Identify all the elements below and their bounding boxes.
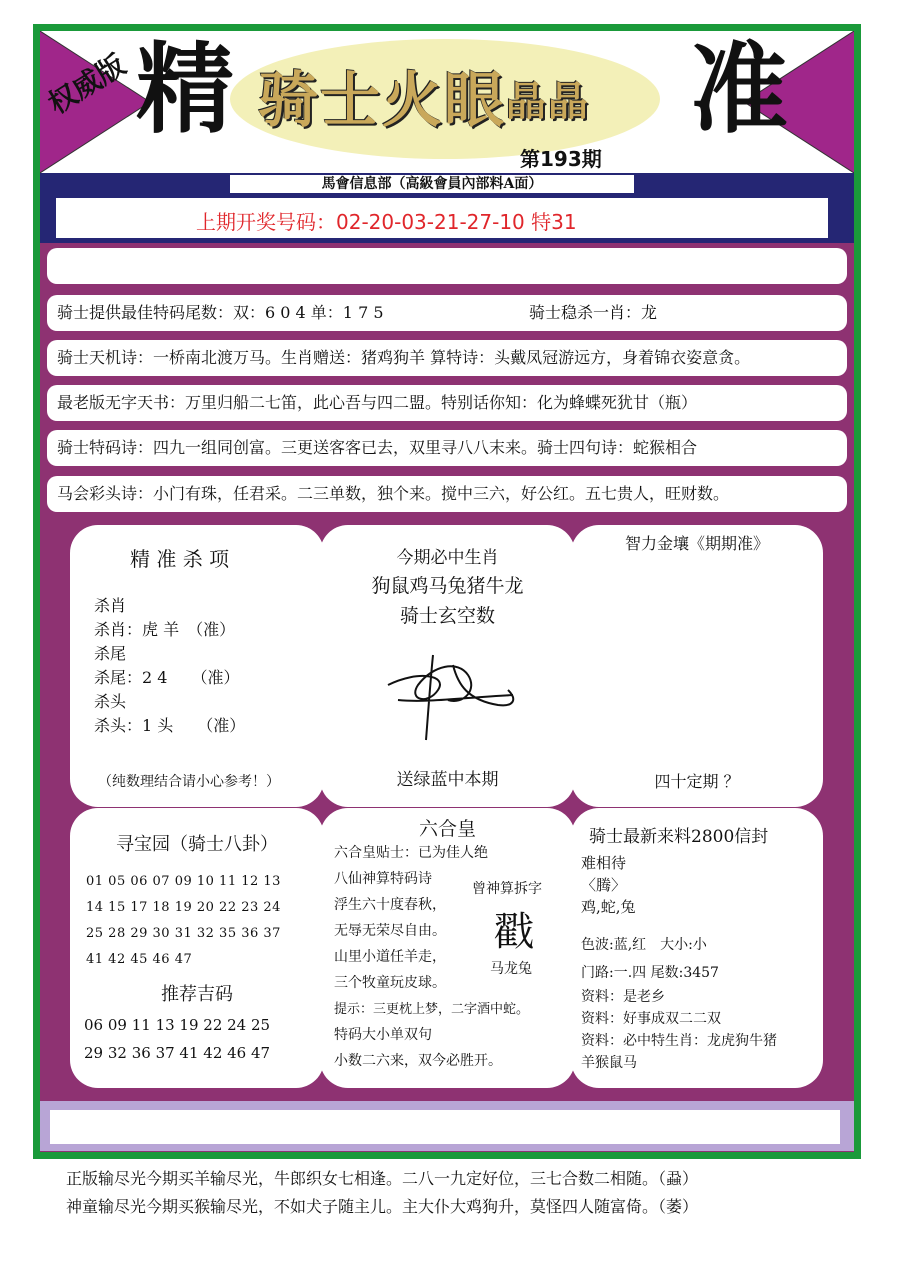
kill-line: 杀尾：2 4 （准） (94, 668, 240, 687)
latest-line: 难相待 (581, 854, 627, 872)
last-draw-text: 上期开奖号码：02-20-03-21-27-10 特31 (196, 210, 577, 234)
row-tail-numbers (47, 295, 847, 331)
kill-line: 杀尾 (94, 644, 127, 663)
latest-line: 门路:一.四 尾数:3457 (581, 965, 719, 981)
row-tianji-poem (47, 340, 847, 376)
lhh-line: 无辱无荣尽自由。 (334, 923, 446, 939)
lhh-line: 六合皇贴士：已为佳人绝 (334, 845, 488, 861)
row-1-text: 骑士提供最佳特码尾数：双：6 0 4 单：1 7 5 (57, 303, 384, 322)
treasure-numbers-row: 25 28 29 30 31 32 35 36 37 (86, 926, 281, 941)
subtitle-bar: 馬會信息部（高級會員內部料A面） (230, 175, 634, 193)
kill-panel (70, 525, 324, 807)
lhh-line: 浮生六十度春秋， (334, 897, 446, 913)
latest-line: 羊猴鼠马 (581, 1055, 637, 1071)
recommend-row: 29 32 36 37 41 42 46 47 (84, 1044, 271, 1062)
page-title (258, 66, 590, 136)
bottom-line-2: 神童输尽光今期买猴输尽光，不如犬子随主儿。主大仆大鸡狗升，莫怪四人随富倚。（萎） (66, 1197, 699, 1216)
latest-line: 色波:蓝,红 大小:小 (581, 937, 707, 953)
treasure-numbers-row: 14 15 17 18 19 20 22 23 24 (86, 900, 281, 915)
must-line-2: 狗鼠鸡马兔猪牛龙 (371, 575, 524, 597)
must-line-1: 今期必中生肖 (396, 548, 499, 568)
latest-line: 资料：好事成双二二双 (581, 1011, 721, 1027)
row-empty (47, 248, 847, 284)
signature-image (378, 645, 528, 745)
kill-line: 杀头：1 头 （准） (94, 716, 246, 735)
wisdom-bottom: 四十定期 ？ (654, 772, 740, 791)
wisdom-title: 智力金壤《期期准》 (624, 534, 769, 553)
row-special-poem (47, 430, 847, 466)
last-draw-box (56, 198, 828, 238)
must-panel (320, 525, 575, 807)
god-char: 戳 (494, 909, 534, 955)
god-title: 曾神算拆字 (472, 881, 542, 897)
lhh-line: 提示：三更枕上梦，二字酒中蛇。 (334, 1002, 530, 1017)
must-line-4: 送绿蓝中本期 (396, 770, 499, 790)
recommend-title: 推荐吉码 (161, 984, 233, 1005)
latest-line: 〈腾〉 (581, 876, 627, 894)
latest-line: 资料：必中特生肖：龙虎狗牛猪 (581, 1033, 777, 1049)
treasure-panel (70, 808, 324, 1088)
row-5-text: 马会彩头诗：小门有珠，任君采。二三单数，独个来。搅中三六，好公红。五七贵人，旺财数。 (57, 484, 730, 503)
row-tianshu (47, 385, 847, 421)
bottom-line-1: 正版输尽光今期买羊输尽光，牛郎织女七相逢。二八一九定好位，三七合数二相随。（蝨） (66, 1169, 699, 1188)
big-char-left: 精 (136, 32, 235, 147)
lhh-line: 三个牧童玩皮球。 (334, 975, 446, 991)
lhh-line: 山里小道任羊走， (334, 949, 446, 965)
lhh-line: 特码大小单双句 (334, 1027, 432, 1043)
lhh-line: 八仙神算特码诗 (334, 871, 432, 887)
big-char-right: 准 (690, 32, 789, 147)
edition-label: 权威版 (42, 48, 132, 121)
treasure-numbers-row: 01 05 06 07 09 10 11 12 13 (86, 874, 281, 889)
treasure-numbers-row: 41 42 45 46 47 (86, 952, 193, 967)
latest-line: 鸡,蛇,兔 (581, 898, 636, 916)
latest-panel (571, 808, 823, 1088)
row-4-text: 骑士特码诗：四九一组同创富。三更送客客已去，双里寻八八末来。骑士四句诗：蛇猴相合 (57, 438, 698, 457)
footer-blank-box (50, 1110, 840, 1144)
kill-line: 杀肖 (94, 596, 127, 615)
wisdom-panel (571, 525, 823, 807)
kill-note: （纯数理结合请小心参考！） (98, 774, 280, 790)
header (40, 31, 854, 173)
recommend-row: 06 09 11 13 19 22 24 25 (84, 1016, 271, 1034)
lhh-title: 六合皇 (418, 818, 476, 840)
title-main-text: 骑士火眼 (258, 66, 506, 136)
latest-title: 骑士最新来料2800信封 (589, 827, 769, 847)
issue-number: 第193期 (520, 147, 602, 171)
row-1-text2: 骑士稳杀一肖：龙 (529, 303, 658, 322)
row-2-text: 骑士天机诗：一桥南北渡万马。生肖赠送：猪鸡狗羊 算特诗：头戴凤冠游远方，身着锦衣姿意贪。 (57, 348, 751, 367)
latest-line: 资料：是老乡 (581, 989, 665, 1005)
kill-title: 精 准 杀 项 (130, 547, 230, 571)
row-caitou-poem (47, 476, 847, 512)
god-sub: 马龙兔 (490, 961, 532, 977)
must-line-3: 骑士玄空数 (399, 605, 495, 627)
row-3-text: 最老版无字天书：万里归船二七笛，此心吾与四二盟。特别话你知：化为蜂蝶死犹甘（瓶） (57, 393, 698, 412)
kill-line: 杀头 (94, 692, 127, 711)
title-small-text: 晶晶 (506, 78, 590, 125)
kill-line: 杀肖：虎 羊 （准） (94, 620, 236, 639)
treasure-title: 寻宝园（骑士八卦） (116, 834, 278, 855)
liuhehuang-panel (320, 808, 575, 1088)
lhh-line: 小数二六来，双今必胜开。 (334, 1053, 502, 1069)
